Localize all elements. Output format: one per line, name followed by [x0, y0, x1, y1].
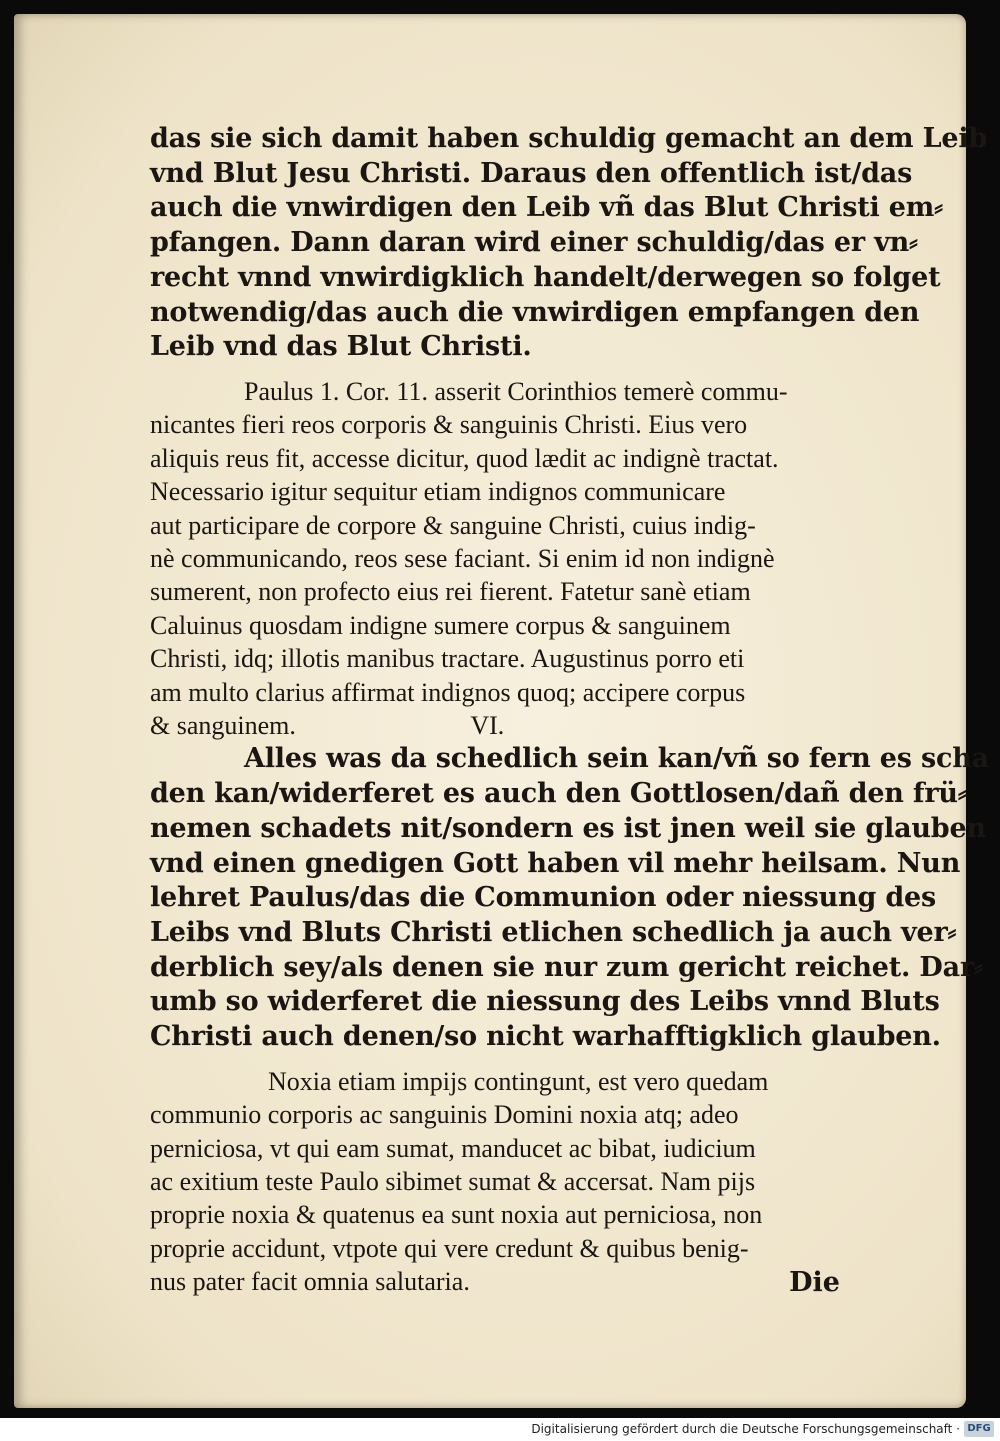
text-line: am multo clarius affirmat indignos quoq; accipere corpus: [150, 677, 746, 707]
text-line: Alles was da schedlich sein kan/vñ so fern es scha: [244, 743, 989, 775]
latin-paragraph-1: [150, 375, 840, 742]
text-line: vnd einen gnedigen Gott haben vil mehr heilsam. Nun: [150, 847, 961, 879]
text-line: Christi, idq; illotis manibus tractare. Augustinus porro eti: [150, 644, 745, 674]
text-line: perniciosa, vt qui eam sumat, manducet ac bibat, iudicium: [150, 1133, 756, 1163]
german-paragraph-1: [150, 122, 988, 365]
text-line: [150, 709, 840, 742]
latin-paragraph-2: [150, 1065, 840, 1299]
text-line: umb so widerferet die niessung des Leibs vnnd Bluts: [150, 986, 940, 1018]
german-paragraph-2: [150, 742, 989, 1054]
text-line: proprie accidunt, vtpote qui vere credunt & quibus benig-: [150, 1233, 749, 1263]
text-line: aliquis reus fit, accesse dicitur, quod lædit ac indignè tractat.: [150, 443, 779, 473]
text-line: Paulus 1. Cor. 11. asserit Corinthios temerè commu-: [244, 376, 788, 406]
text-line: Necessario igitur sequitur etiam indignos communicare: [150, 477, 726, 507]
footer-bar: [0, 1418, 1000, 1441]
page-text: [150, 122, 989, 1299]
catchword: Die: [789, 1267, 840, 1299]
text-line: Christi auch denen/so nicht warhafftigklich glauben.: [150, 1021, 941, 1053]
text-line: ac exitium teste Paulo sibimet sumat & accersat. Nam pijs: [150, 1166, 756, 1196]
text-line: recht vnnd vnwirdigklich handelt/derwegen so folget: [150, 261, 941, 293]
paragraph-end: & sanguinem.: [150, 710, 296, 740]
text-line: nemen schadets nit/sondern es ist jnen weil sie glauben: [150, 812, 986, 844]
text-line: den kan/widerferet es auch den Gottlosen/dañ den frü⸗: [150, 778, 967, 810]
text-line: pfangen. Dann daran wird einer schuldig/das er vn⸗: [150, 227, 918, 259]
text-line: das sie sich damit haben schuldig gemacht an dem Leib: [150, 123, 988, 154]
funding-notice: Digitalisierung gefördert durch die Deutsche Forschungsgemeinschaft ·: [531, 1422, 960, 1436]
text-line: Caluinus quosdam indigne sumere corpus & sanguinem: [150, 610, 731, 640]
text-line: auch die vnwirdigen den Leib vñ das Blut Christi em⸗: [150, 192, 943, 224]
text-line: vnd Blut Jesu Christi. Daraus den offentlich ist/das: [150, 157, 913, 189]
text-line: nus pater facit omnia salutaria.: [150, 1267, 470, 1297]
text-line: lehret Paulus/das die Communion oder niessung des: [150, 882, 937, 914]
text-line: Leibs vnd Bluts Christi etlichen schedlich ja auch ver⸗: [150, 916, 957, 948]
text-line: aut participare de corpore & sanguine Christi, cuius indig-: [150, 510, 756, 540]
text-line: communio corporis ac sanguinis Domini noxia atq; adeo: [150, 1100, 739, 1130]
text-line: nè communicando, reos sese faciant. Si enim id non indignè: [150, 543, 775, 573]
text-line: proprie noxia & quatenus ea sunt noxia aut perniciosa, non: [150, 1200, 763, 1230]
last-line: [150, 1265, 840, 1298]
text-line: sumerent, non profecto eius rei fierent. Fatetur sanè etiam: [150, 577, 751, 607]
text-line: Leib vnd das Blut Christi.: [150, 331, 532, 363]
text-line: Noxia etiam impijs contingunt, est vero quedam: [268, 1066, 769, 1096]
book-page: [14, 14, 989, 1408]
text-line: notwendig/das auch die vnwirdigen empfangen den: [150, 296, 920, 328]
text-line: derblich sey/als denen sie nur zum gericht reichet. Dar⸗: [150, 951, 983, 983]
text-line: nicantes fieri reos corporis & sanguinis Christi. Eius vero: [150, 410, 748, 440]
section-numeral: VI.: [470, 710, 505, 740]
dfg-logo: DFG: [964, 1421, 994, 1437]
